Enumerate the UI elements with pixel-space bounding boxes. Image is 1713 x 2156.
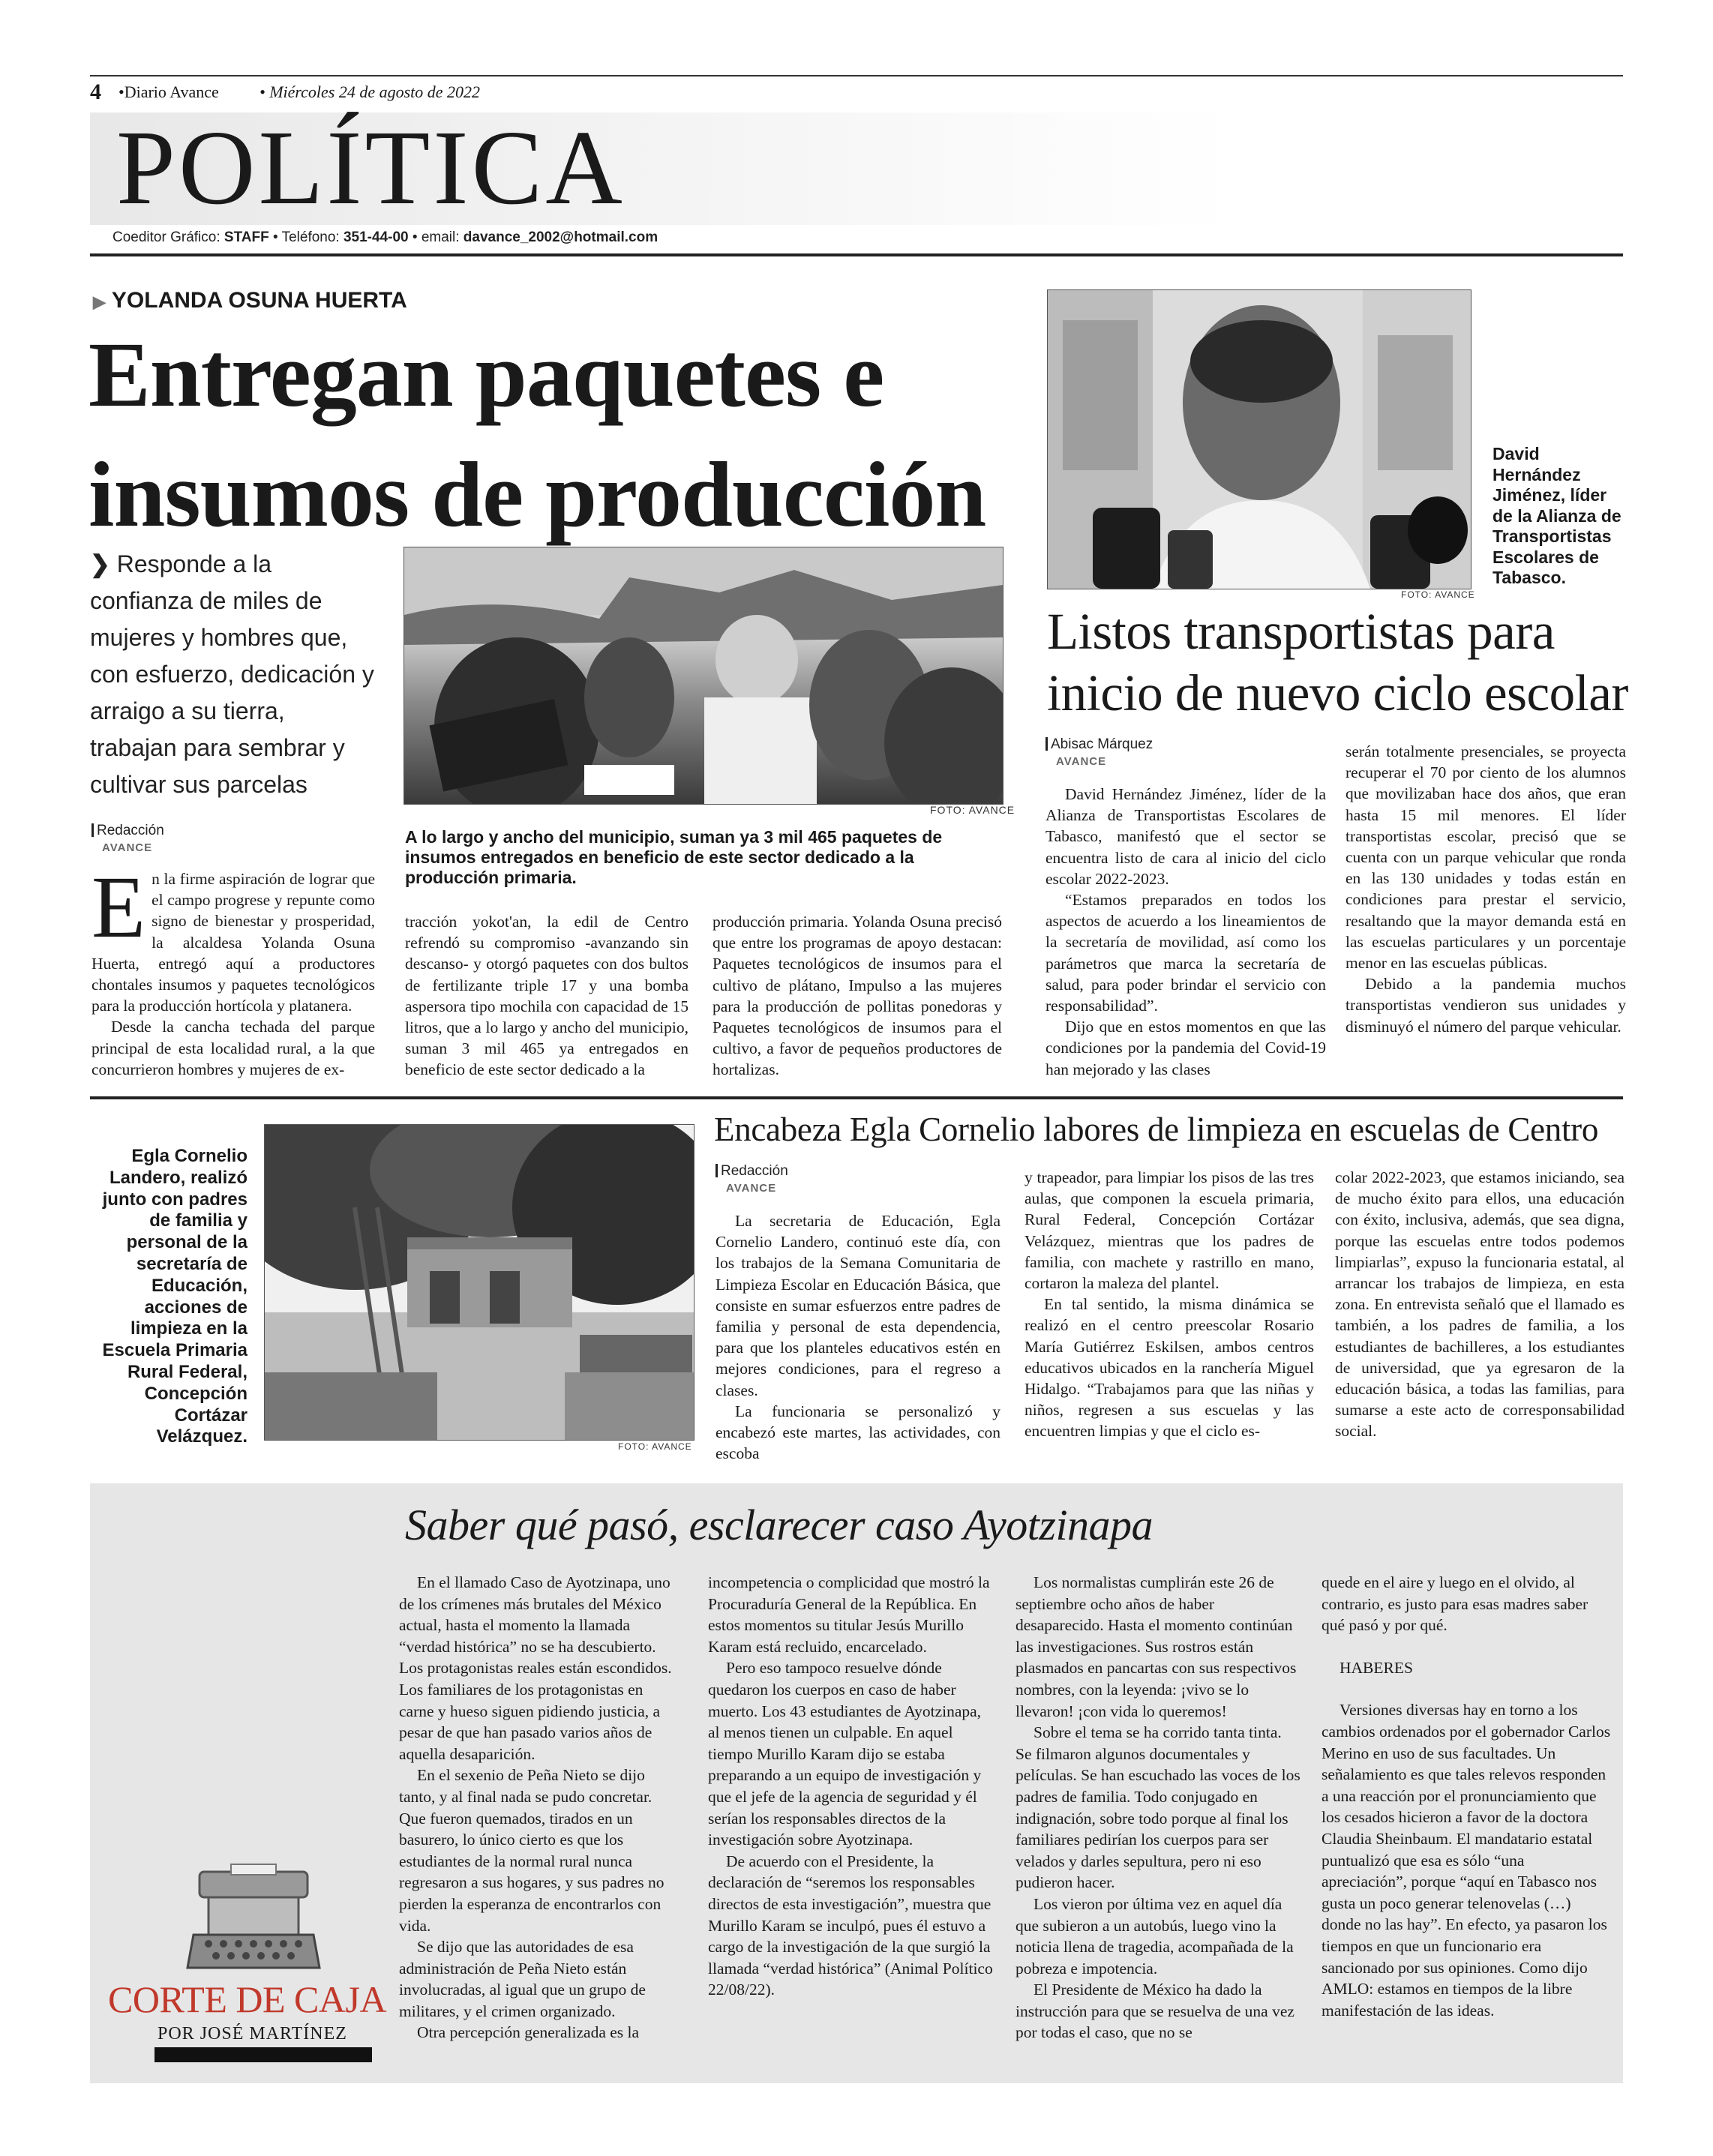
lead-photo-illustration	[404, 547, 1003, 804]
byline-source: AVANCE	[102, 841, 153, 854]
staff-label: Coeditor Gráfico:	[112, 229, 220, 245]
transport-col2-p2: Debido a la pandemia muchos transportistas vendieron sus unidades y disminuyó el número del parque vehicular.	[1346, 975, 1626, 1036]
cleaning-photo-illustration	[265, 1125, 694, 1440]
column-col4-p2: Versiones diversas hay en torno a los cambios ordenados por el gobernador Carlos Merino en uso de sus facultades. Un señalamiento es que tales relevos responden a una reacción por el pronunciamiento que los cesados hicieron a favor de la doctora Claudia Sheinbaum. El mandatario estatal puntualizó que esa es sólo “una apreciación”, porque “aquí en Tabasco nos gusta un poco generar telenovelas (…) donde no las hay”. En efecto, ya pasaron los tiempos en que un funcionario era sancionado por sus opiniones. Como dijo AMLO: estamos en tiempos de la libre manifestación de las ideas.	[1322, 1701, 1611, 2020]
lead-col-3	[712, 911, 1002, 1081]
column-col1-p4: Otra percepción generalizada es la	[417, 2023, 640, 2042]
email-label: • email:	[412, 229, 460, 245]
cleaning-photo-credit: FOTO: AVANCE	[618, 1441, 692, 1452]
column-col4-subhead: HABERES	[1340, 1658, 1413, 1677]
column-col3-p1: Los normalistas cumplirán este 26 de septiembre ocho años de haber desaparecido. Hasta el momento continúan las investigaciones. Sus rostros están plasmados en pancartas con sus respectivos nombres, con la leyenda: ¡vivo se lo llevaron! ¡con vida lo queremos!	[1016, 1573, 1297, 1720]
cleaning-headline: Encabeza Egla Cornelio labores de limpieza en escuelas de Centro	[714, 1111, 1599, 1148]
byline-bar-icon	[92, 823, 94, 837]
lead-col1-p1-text: n la firme aspiración de lograr que el campo progrese y repunte como signo de bienestar y prosperidad, la alcaldesa Yolanda Osuna Huerta, entregó aquí a productores chontales insumos y paquetes tecnológicos para la producción hortícola y platanera.	[92, 870, 375, 1015]
cleaning-col3-p1: colar 2022-2023, que estamos iniciando, sea de mucho éxito para ellos, una educación con éxito, inclusiva, además, que sea digna, porque las escuelas entre todos podemos limpiarlas”, expuso la funcionaria estatal, al arrancar los trabajos de limpieza, en esta zona. En entrevista señaló que el llamado es también, a los padres de familia, a los estudiantes de bachilleres, a los estudiantes de universidad, que ya egresaron de la educación básica, a todas las familias, para sumarse a este acto de corresponsabilidad social.	[1335, 1168, 1624, 1441]
cleaning-col-1	[716, 1210, 1000, 1464]
byline-name: Abisac Márquez	[1051, 736, 1154, 752]
lead-deck	[90, 546, 375, 803]
lead-headline-line2: insumos de producción	[88, 443, 986, 546]
cleaning-col-3	[1335, 1167, 1624, 1442]
kicker-text: YOLANDA OSUNA HUERTA	[111, 288, 407, 313]
paper-name: •Diario Avance	[118, 82, 219, 101]
cleaning-byline	[716, 1163, 788, 1197]
lead-col1-p1	[92, 858, 375, 1016]
column-col4-p1: quede en el aire y luego en el olvido, al contrario, es justo para esas madres saber qué pasó y por qué.	[1322, 1573, 1588, 1635]
top-rule	[90, 75, 1623, 76]
staff-name: STAFF	[224, 229, 269, 245]
lead-photo-caption: A lo largo y ancho del municipio, suman ya 3 mil 465 paquetes de insumos entregados en beneficio de este sector dedicado a la producción primaria.	[405, 827, 943, 887]
transport-col2-p1: serán totalmente presenciales, se proyecta recuperar el 70 por ciento de los alumnos que movilizaban hace dos años, que eran hasta 15 mil menores. El líder transportistas escolar, precisó que se cuenta con un parque vehicular que ronda en las 130 unidades y todas están en condiciones para prestar el servicio, resaltando que la mayor demanda está en las escuelas particulares y un porcentaje menor en las escuelas públicas.	[1346, 742, 1626, 973]
column-col3-p2: Sobre el tema se ha corrido tanta tinta. Se filmaron algunos documentales y películas. Se han escuchado las voces de los padres de familia. Todo conjugado en indignación, sobre todo porque al final los familiares pedirían los cuerpos para ser velados y darles sepultura, pero ni eso pudieron hacer.	[1016, 1723, 1300, 1892]
lead-headline-line1: Entregan paquetes e	[88, 323, 884, 426]
byline-name: Redacción	[97, 823, 164, 838]
byline-bar-icon	[1046, 737, 1048, 751]
column-col3-p3: Los vieron por última vez en aquel día que subieron a un autobús, luego vino la noticia llena de tragedia, acompañada de la pobreza e impotencia.	[1016, 1894, 1294, 1978]
byline-source: AVANCE	[1056, 755, 1107, 768]
cleaning-photo	[264, 1124, 694, 1441]
column-col-3	[1016, 1572, 1300, 2044]
page-number: 4	[90, 79, 101, 104]
email-link[interactable]: davance_2002@hotmail.com	[463, 229, 658, 245]
cleaning-side-caption: Egla Cornelio Landero, realizó junto con padres de familia y personal de la secretaría de Educación, acciones de limpieza en la Escuela Primaria Rural Federal, Concepción Cortázar Velázquez.	[102, 1146, 248, 1447]
byline-source: AVANCE	[726, 1182, 777, 1195]
column-col2-p3: De acuerdo con el Presidente, la declaración de “seremos los responsables directos de esta investigación”, muestra que Murillo Karam se inculpó, pues él estuvo a cargo de la investigación de la que surgió la llamada “verdad histórica” (Animal Político 22/08/22).	[708, 1852, 993, 1999]
lead-col2-p1: tracción yokot'an, la edil de Centro refrendó su compromiso -avanzando sin descanso- y otorgó paquetes con dos bultos de fertilizante triple 17 y una bomba aspersora tipo mochila con capacidad de 15 litros, que a lo largo y ancho del municipio, suman 3 mil 465 ya entregados en beneficio de este sector dedicado a la	[405, 913, 688, 1079]
transport-headline-line2: inicio de nuevo ciclo escolar	[1047, 664, 1628, 721]
deck-text: Responde a la confianza de miles de mujeres y hombres que, con esfuerzo, dedicación y arraigo a su tierra, trabajan para sembrar y cultivar sus parcelas	[90, 550, 374, 798]
staff-line	[112, 229, 658, 246]
cleaning-col2-p2: En tal sentido, la misma dinámica se realizó en el centro preescolar Rosario María Gutiérrez Eskilsen, ambos centros educativos ubicados en la ranchería Miguel Hidalgo. “Trabajamos para que las niñas y niños, regresen a sus escuelas y las encuentren limpias y que el ciclo es-	[1024, 1295, 1314, 1441]
lead-photo	[404, 547, 1004, 805]
lead-col3-p1: producción primaria. Yolanda Osuna precisó que entre los programas de apoyo destacan: Paquetes tecnológicos de insumos para el cultivo de plátano, Impulso a las mujeres para la producción de pollitas ponedoras y Paquetes tecnológicos de insumos para el cultivo, a favor de pequeños productores de hortalizas.	[712, 913, 1002, 1079]
transport-photo-illustration	[1048, 290, 1471, 589]
column-col1-p2: En el sexenio de Peña Nieto se dijo tanto, y al final nada se pudo concretar. Que fueron quemados, tirados en un basurero, lo único cierto es que los estudiantes de la normal rural nunca regresaron a sus hogares, y sus padres no pierden la esperanza de encontrarlos con vida.	[399, 1766, 664, 1935]
cleaning-col1-p1: La secretaria de Educación, Egla Cornelio Landero, continuó este día, con los trabajos de la Semana Comunitaria de Limpieza Escolar en Educación Básica, que consiste en sumar esfuerzos entre padres de familia y personal de esta dependencia, para que los planteles educativos estén en mejores condiciones, para el regreso a clases.	[716, 1212, 1000, 1399]
column-logo-byline: POR JOSÉ MARTÍNEZ	[158, 2024, 347, 2044]
play-icon: ▶	[93, 292, 106, 311]
column-col-2	[708, 1572, 993, 2001]
lead-photo-credit: FOTO: AVANCE	[930, 804, 1016, 816]
transport-col1-p2: “Estamos preparados en todos los aspectos de acuerdo a los lineamientos de la secretaría de movilidad, así como los parámetros que marca la secretaría de salud, para poder brindar el servicio con responsabilidad”.	[1046, 891, 1326, 1015]
transport-byline	[1046, 736, 1153, 770]
deck-marker-icon: ❯	[90, 550, 110, 577]
column-col3-p4: El Presidente de México ha dado la instrucción para que se resuelva de una vez por todas el caso, que no se	[1016, 1981, 1294, 2042]
phone-label: • Teléfono:	[273, 229, 340, 245]
byline-bar-icon	[716, 1164, 718, 1177]
byline-name: Redacción	[721, 1163, 788, 1179]
column-col-1	[399, 1572, 680, 2044]
cleaning-col2-p1: y trapeador, para limpiar los pisos de las tres aulas, que componen la escuela primaria, Rural Federal, Concepción Cortázar Velázquez, mientras que los padres de familia, con machete y rastrillo en mano, cortaron la maleza del plantel.	[1024, 1168, 1314, 1293]
drop-cap: E	[92, 858, 146, 956]
transport-photo	[1047, 289, 1472, 589]
lead-byline	[92, 823, 164, 856]
transport-headline-line1: Listos transportistas para	[1047, 603, 1555, 660]
masthead-rule	[90, 253, 1623, 256]
transport-col-1	[1046, 784, 1326, 1080]
column-col2-p1: incompetencia o complicidad que mostró la Procuraduría General de la República. En estos momentos su titular Jesús Murillo Karam está recluido, encarcelado.	[708, 1573, 990, 1656]
typewriter-icon	[186, 1863, 321, 1975]
section-separator	[90, 1096, 1623, 1099]
transport-col-2	[1346, 741, 1626, 1037]
column-col2-p2: Pero eso tampoco resuelve dónde quedaron los cuerpos en caso de haber muerto. Los 43 estudiantes de Ayotzinapa, al menos tienen un culpable. En aquel tiempo Murillo Karam dijo se estaba preparando a un equipo de investigación y que el jefe de la agencia de seguridad y él serían los responsables directos de la investigación sobre Ayotzinapa.	[708, 1659, 982, 1849]
lead-col-1	[92, 858, 375, 1080]
column-col1-p3: Se dijo que las autoridades de esa administración de Peña Nieto están involucradas, al igual que un grupo de militares, y el crimen organizado.	[399, 1938, 646, 2020]
transport-col1-p3: Dijo que en estos momentos en que las condiciones por la pandemia del Covid-19 han mejorado y las clases	[1046, 1018, 1326, 1078]
column-logo-title: CORTE DE CAJA	[108, 1978, 387, 2020]
issue-date: • Miércoles 24 de agosto de 2022	[260, 82, 481, 101]
cleaning-col-2	[1024, 1167, 1314, 1442]
cleaning-col1-p2: La funcionaria se personalizó y encabezó este martes, las actividades, con escoba	[716, 1402, 1000, 1463]
column-logo-bar	[154, 2047, 372, 2062]
lead-col1-p2: Desde la cancha techada del parque principal de esta localidad rural, a la que concurrieron hombres y mujeres de ex-	[92, 1018, 375, 1078]
lead-kicker	[93, 288, 407, 313]
transport-photo-caption: David Hernández Jiménez, líder de la Alianza de Transportistas Escolares de Tabasco.	[1492, 444, 1622, 587]
column-col1-p1: En el llamado Caso de Ayotzinapa, uno de los crímenes más brutales del México actual, hasta el momento la llamada “verdad histórica” no se ha descubierto. Los protagonistas reales están escondidos. Los familiares de los protagonistas en carne y hueso siguen pidiendo justicia, a pesar de que han pasado varios años de aquella desaparición.	[399, 1573, 672, 1763]
column-col-4	[1322, 1572, 1611, 2021]
section-title: POLÍTICA	[116, 108, 626, 226]
transport-photo-credit: FOTO: AVANCE	[1401, 589, 1475, 600]
transport-col1-p1: David Hernández Jiménez, líder de la Alianza de Transportistas Escolares de Tabasco, manifestó que el sector se encuentra listo de cara al inicio del ciclo escolar 2022-2023.	[1046, 785, 1326, 888]
column-headline: Saber qué pasó, esclarecer caso Ayotzinapa	[405, 1501, 1154, 1549]
phone-number: 351-44-00	[343, 229, 409, 245]
lead-col-2	[405, 911, 688, 1081]
